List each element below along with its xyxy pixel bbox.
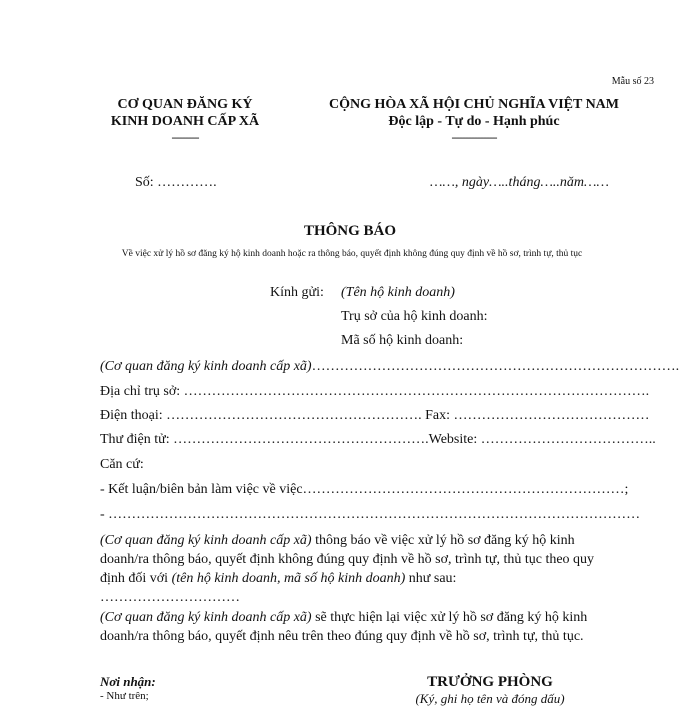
basis-item-2: - ……………………………………………………………………………………………………: [100, 507, 641, 522]
basis-item-1: - Kết luận/biên bản làm việc về việc……………………………………………………………;: [100, 482, 629, 497]
paragraph1-target: (tên hộ kinh doanh, mã số hộ kinh doanh): [171, 571, 406, 586]
paragraph1-text2: như sau:: [405, 571, 457, 586]
nation-motto: Độc lập - Tự do - Hạnh phúc: [388, 114, 560, 129]
paragraph1-agency: (Cơ quan đăng ký kinh doanh cấp xã): [100, 533, 312, 548]
notice-paragraph-2: [100, 608, 610, 646]
agency-name-field: [100, 359, 679, 375]
phone-fax-field: Điện thoại: ………………………………………………. Fax: ……………………………………: [100, 408, 650, 423]
nation-header: [328, 96, 620, 144]
document-subtitle: Về việc xử lý hồ sơ đăng ký hộ kinh doanh hoặc ra thông báo, quyết định không đúng quy định về hồ sơ, trình tự, thủ tục: [121, 249, 583, 259]
paragraph1-dots: …………………………: [100, 590, 240, 605]
agency-name: CƠ QUAN ĐĂNG KÝ KINH DOANH CẤP XÃ: [110, 97, 260, 129]
date-line: ……, ngày…..tháng…..năm……: [430, 175, 609, 190]
recipients-label: Nơi nhận:: [100, 674, 156, 689]
address-field: Địa chỉ trụ sở: ……………………………………………………………………………………….: [100, 384, 650, 399]
paragraph2-text: sẽ thực hiện lại việc xử lý hồ sơ đăng ký hộ kinh doanh/ra thông báo, quyết định nêu trên theo đúng quy định về hồ sơ, trình tự, thủ tục.: [100, 610, 588, 644]
notice-paragraph-1: [100, 531, 610, 607]
agency-separator: ---------: [171, 130, 199, 144]
signer-note: (Ký, ghi họ tên và đóng dấu): [415, 691, 565, 706]
recipient-label: Kính gửi:: [270, 285, 324, 300]
nation-separator: ---------------: [451, 130, 497, 144]
agency-name-dots: …………………………………………………………………….: [311, 359, 680, 374]
recipient-address: Trụ sở của hộ kinh doanh:: [341, 309, 488, 324]
paragraph2-agency: (Cơ quan đăng ký kinh doanh cấp xã): [100, 610, 312, 625]
recipient-name: (Tên hộ kinh doanh): [341, 285, 455, 300]
basis-label: Căn cứ:: [100, 457, 144, 472]
email-website-field: Thư điện tử: ……………………………………………….Website: ………………………………..: [100, 432, 656, 447]
paragraph1-text1: thông báo về việc xử lý hồ sơ đăng ký hộ kinh doanh/ra thông báo, quyết định không đúng quy định về hồ sơ, trình tự, thủ tục theo quy định đối với: [100, 533, 595, 586]
agency-name-placeholder: (Cơ quan đăng ký kinh doanh cấp xã): [100, 359, 312, 374]
recipients-item: - Như trên;: [100, 690, 149, 702]
signer-title: TRƯỞNG PHÒNG: [427, 674, 553, 690]
document-number: Số: ………….: [135, 175, 217, 190]
form-number: Mẫu số 23: [611, 76, 654, 87]
document-title: THÔNG BÁO: [303, 223, 397, 239]
recipient-code: Mã số hộ kinh doanh:: [341, 333, 464, 348]
agency-header: [100, 96, 270, 144]
nation-name: CỘNG HÒA XÃ HỘI CHỦ NGHĨA VIỆT NAM: [328, 97, 619, 112]
